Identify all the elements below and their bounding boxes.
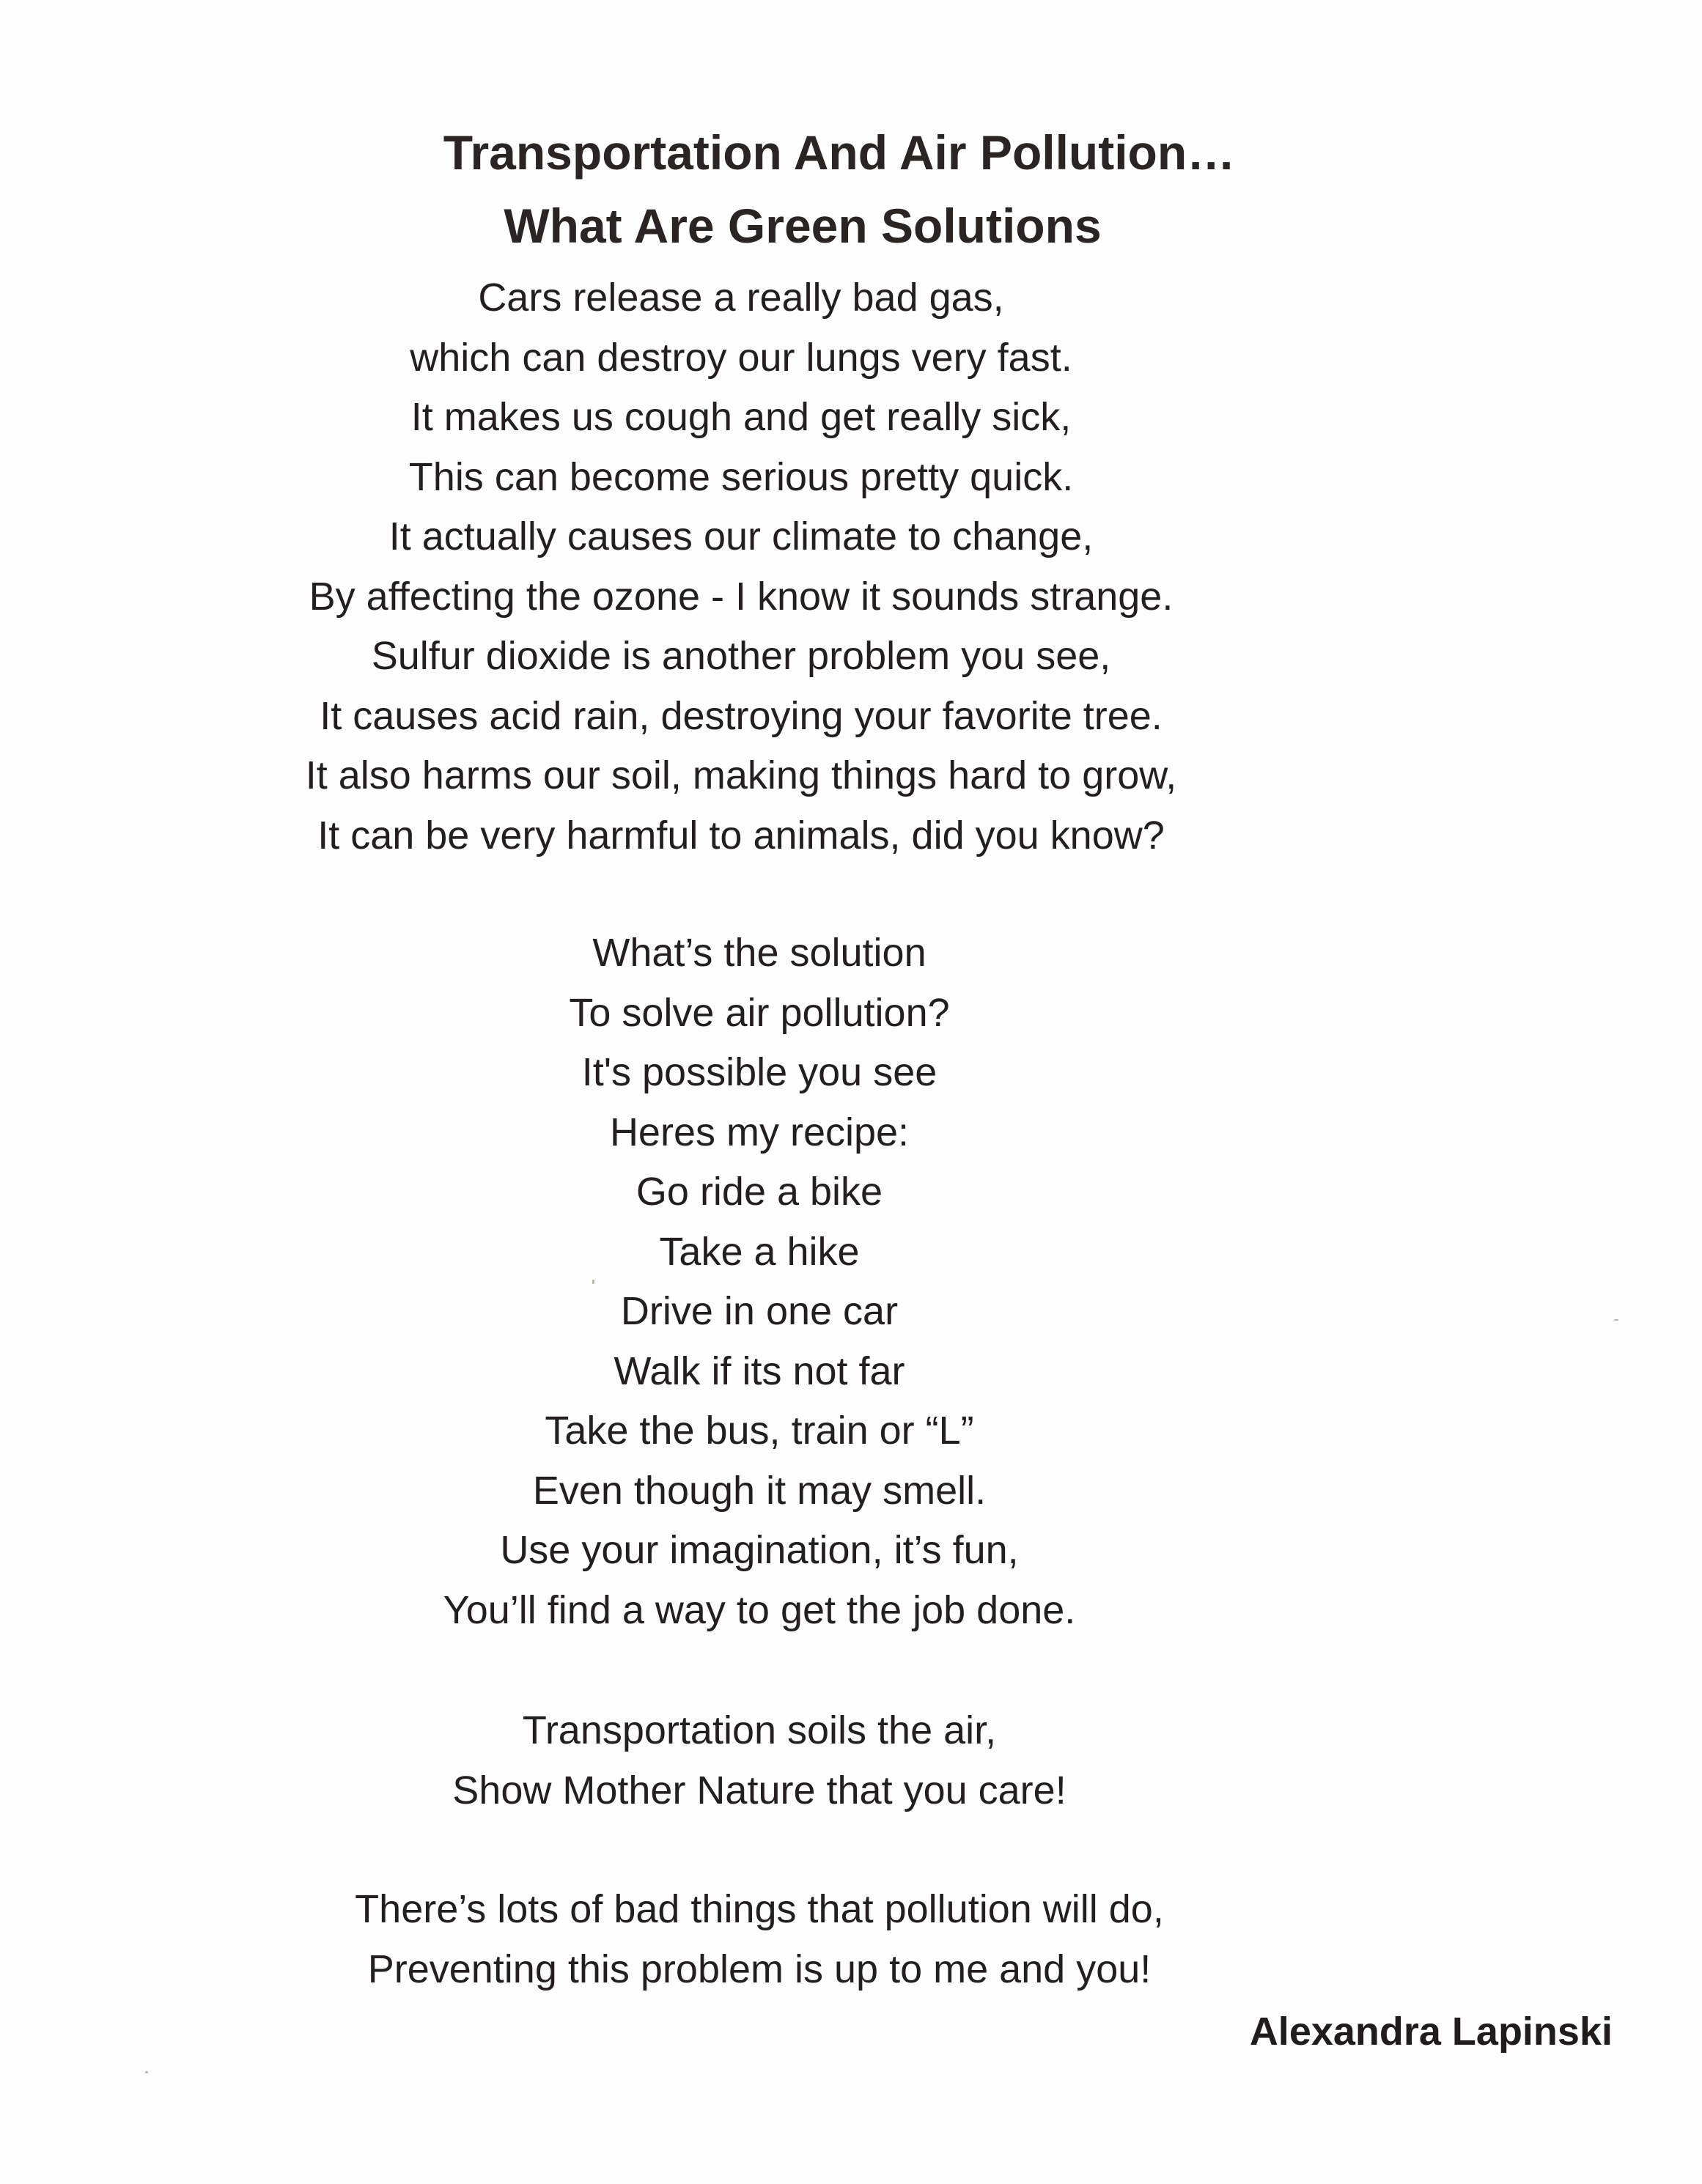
- stanza-1: [0, 268, 1592, 866]
- poem-line: There’s lots of bad things that pollution will do,: [355, 1887, 1164, 1931]
- poem-line: Walk if its not far: [614, 1349, 905, 1393]
- poem-line: Sulfur dioxide is another problem you see,: [371, 634, 1111, 678]
- poem-line: Show Mother Nature that you care!: [452, 1768, 1066, 1812]
- poem-line: Even though it may smell.: [532, 1468, 987, 1513]
- stanza-2: [0, 923, 1610, 1640]
- paper-speck: [145, 2071, 148, 2073]
- poem-line: To solve air pollution?: [569, 990, 950, 1035]
- poem-line: Take the bus, train or “L”: [545, 1409, 974, 1453]
- poem-line: This can become serious pretty quick.: [408, 454, 1074, 499]
- poem-line: Cars release a really bad gas,: [478, 276, 1004, 320]
- poem-line: Drive in one car: [620, 1289, 899, 1333]
- poem-line: Transportation soils the air,: [522, 1708, 997, 1752]
- poem-line: Heres my recipe:: [609, 1110, 910, 1154]
- poem-line: It causes acid rain, destroying your favorite tree.: [320, 693, 1163, 738]
- poem-line: By affecting the ozone - I know it sounds strange.: [309, 574, 1174, 619]
- stanza-3: [0, 1701, 1610, 1820]
- poem-line: which can destroy our lungs very fast.: [410, 335, 1072, 380]
- poem-line: Take a hike: [659, 1229, 860, 1274]
- poem-line: What’s the solution: [592, 931, 926, 975]
- author-signature: Alexandra Lapinski: [1249, 2010, 1613, 2054]
- poem-line: It's possible you see: [581, 1050, 937, 1094]
- poem-line: It actually causes our climate to change,: [388, 514, 1094, 558]
- poem-title-line-1: Transportation And Air Pollution…: [443, 125, 1236, 180]
- stanza-4: [0, 1880, 1610, 1999]
- poem-line: Preventing this problem is up to me and you!: [367, 1947, 1152, 1991]
- poem-line: You’ll find a way to get the job done.: [443, 1587, 1076, 1632]
- poem-line: It can be very harmful to animals, did you know?: [317, 813, 1165, 857]
- poem-line: Go ride a bike: [636, 1170, 883, 1214]
- poem-title-line-2: What Are Green Solutions: [504, 199, 1102, 253]
- paper-speck: [592, 1280, 594, 1284]
- poem-line: It makes us cough and get really sick,: [410, 395, 1072, 439]
- poem-line: Use your imagination, it’s fun,: [500, 1528, 1019, 1572]
- paper-speck: [1614, 1319, 1618, 1321]
- poem-line: It also harms our soil, making things hard to grow,: [305, 753, 1177, 797]
